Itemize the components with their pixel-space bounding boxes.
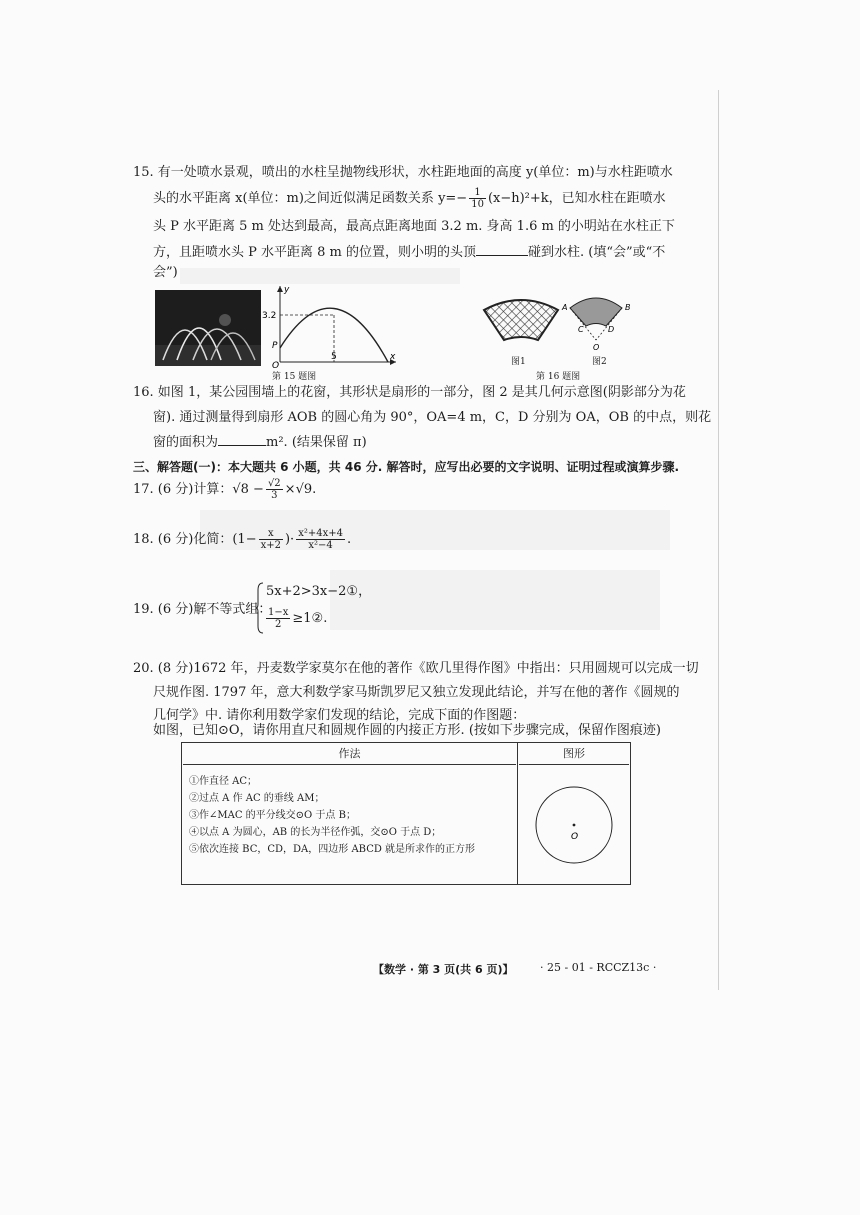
q17-fraction (266, 478, 283, 501)
figure-column (518, 743, 631, 885)
y-tick-label: 3.2 (262, 311, 277, 321)
frac-den: 2 (275, 619, 282, 630)
q15-parabola-graph (262, 282, 402, 368)
method-column (182, 743, 518, 885)
fig2-caption: 图2 (592, 357, 607, 367)
q15-line5: 会”) (153, 265, 178, 280)
q16-figure2 (556, 290, 636, 356)
y-axis-label: y (284, 285, 290, 295)
q20-line1: 20. (8 分)1672 年，丹麦数学家莫尔在他的著作《欧几里得作图》中指出：只用圆规可以完成一切 (133, 661, 699, 676)
brace-icon (256, 582, 264, 634)
label-b: B (625, 303, 631, 312)
frac-den: 10 (471, 199, 484, 210)
q16-figure1 (478, 294, 564, 350)
point-p-label: P (272, 341, 278, 351)
q19-label: 19. (6 分)解不等式组： (133, 602, 272, 617)
step-1: ①作直径 AC； (189, 776, 258, 787)
q18-text-c: . (346, 532, 352, 547)
q16-line1: 16. 如图 1，某公园围墙上的花窗，其形状是扇形的一部分，图 2 是其几何示意图(阴影部分为花 (133, 385, 686, 400)
x-tick-label: 5 (331, 352, 337, 362)
label-c: C (578, 325, 584, 334)
q15-line4 (153, 240, 665, 266)
construction-table (181, 742, 631, 885)
q17 (133, 477, 316, 503)
q15-caption: 第 15 题图 (272, 372, 317, 382)
frac-den: 3 (271, 490, 278, 501)
step-2: ②过点 A 作 AC 的垂线 AM； (189, 793, 325, 804)
q15-line3: 头 P 水平距离 5 m 处达到最高，最高点距离地面 3.2 m. 身高 1.6 m 的小明站在水柱正下 (153, 219, 675, 234)
fountain-photo (155, 290, 261, 366)
q19-inequality1: 5x+2>3x−2①， (266, 584, 372, 599)
q16-line3-b: m². (结果保留 π) (266, 435, 367, 450)
q15-line4-b: 碰到水柱. (填“会”或“不 (528, 245, 666, 260)
step-3: ③作∠MAC 的平分线交⊙O 于点 B； (189, 810, 356, 821)
scan-noise (330, 570, 660, 630)
q15-fraction (469, 187, 486, 210)
q19-inequality2-b: ≥1②. (292, 611, 328, 626)
frac-den: x+2 (260, 540, 281, 551)
y-axis-arrow (277, 286, 283, 292)
page-footer: 【数学 · 第 3 页(共 6 页)】 (373, 963, 514, 976)
q18-text-b: )· (284, 532, 295, 547)
frac-num: x²+4x+4 (298, 528, 343, 539)
label-o: O (593, 343, 600, 352)
frac-num: x (259, 528, 283, 540)
flower-window-shape (484, 300, 558, 340)
q18-text-a: 18. (6 分)化简：(1− (133, 532, 257, 547)
q18 (133, 527, 351, 553)
q18-fraction2 (296, 528, 345, 551)
origin-label: O (272, 361, 280, 368)
q15-line2-b: (x−h)²+k，已知水柱在距喷水 (487, 191, 666, 206)
answer-blank-15 (476, 241, 528, 256)
steps-list (183, 765, 516, 880)
scan-edge-line (718, 90, 719, 990)
q19-inequality2 (264, 606, 327, 632)
fig1-caption: 图1 (511, 357, 526, 367)
q19-fraction (266, 607, 290, 630)
method-header: 作法 (183, 744, 516, 765)
q16-line3 (153, 430, 367, 456)
q15-line4-a: 方，且距喷水头 P 水平距离 8 m 的位置，则小明的头顶 (153, 245, 477, 260)
circle-center-label: O (571, 832, 579, 842)
frac-num: 1−x (268, 607, 289, 618)
x-axis-label: x (390, 352, 396, 362)
q16-line2: 窗). 通过测量得到扇形 AOB 的圆心角为 90°，OA=4 m，C，D 分别为 OA，OB 的中点，则花 (153, 410, 712, 425)
answer-blank-16 (218, 431, 266, 446)
q15-line2-a: 头的水平距离 x(单位：m)之间近似满足函数关系 y=− (153, 191, 468, 206)
q15-line1: 15. 有一处喷水景观，喷出的水柱呈抛物线形状，水柱距地面的高度 y(单位：m)与水柱距喷水 (133, 165, 673, 180)
q15-line2 (153, 186, 666, 212)
given-circle (519, 765, 629, 880)
frac-num: 1 (469, 187, 486, 199)
q16-caption: 第 16 题图 (536, 372, 581, 382)
frac-num: √2 (267, 478, 281, 489)
frac-den: x²−4 (308, 540, 333, 551)
shaded-window (570, 298, 622, 326)
q20-line3: 几何学》中. 请你利用数学家们发现的结论，完成下面的作图题： (153, 708, 526, 723)
section3-title: 三、解答题(一)：本大题共 6 小题，共 46 分. 解答时，应写出必要的文字说明、证明过程或演算步骤. (133, 460, 680, 474)
q17-text-a: 17. (6 分)计算：√8 − (133, 482, 264, 497)
label-a: A (562, 303, 568, 312)
q20-line2: 尺规作图. 1797 年，意大利数学家马斯凯罗尼又独立发现此结论，并写在他的著作《圆规的 (153, 685, 680, 700)
q16-line3-a: 窗的面积为 (153, 435, 219, 450)
q20-line4: 如图，已知⊙O，请你用直尺和圆规作圆的内接正方形. (按如下步骤完成，保留作图痕迹) (153, 723, 661, 738)
figure-header: 图形 (519, 744, 629, 765)
q17-text-b: ×√9. (284, 482, 317, 497)
step-5: ⑤依次连接 BC，CD，DA，四边形 ABCD 就是所求作的正方形 (189, 844, 476, 855)
q18-fraction1 (259, 528, 283, 551)
label-d: D (608, 325, 615, 334)
paper-code: · 25 - 01 - RCCZ13c · (540, 961, 657, 974)
step-4: ④以点 A 为圆心，AB 的长为半径作弧，交⊙O 于点 D； (189, 827, 442, 838)
